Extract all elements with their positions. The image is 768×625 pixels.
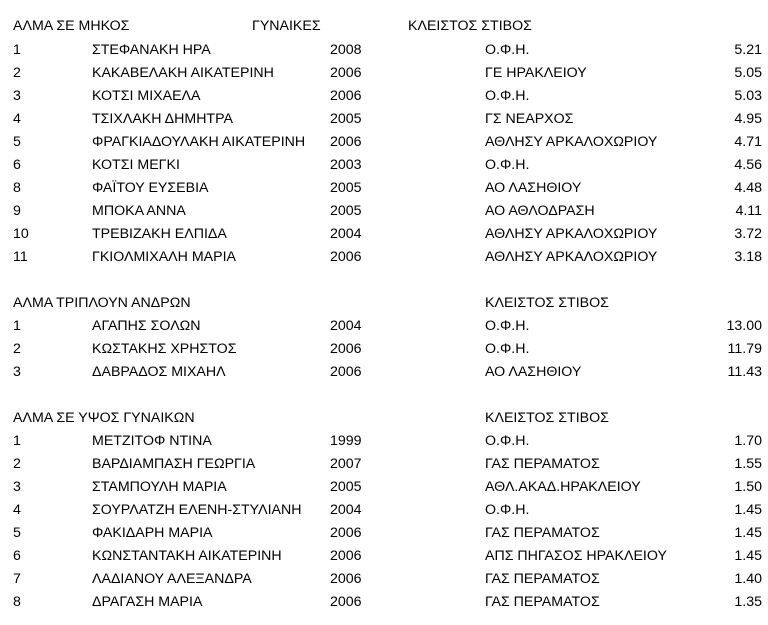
club: ΑΟ ΛΑΣΗΘΙΟΥ: [485, 180, 582, 196]
athlete-name: ΔΑΒΡΑΔΟΣ ΜΙΧΑΗΛ: [92, 364, 226, 380]
rank: 2: [13, 65, 21, 81]
club: ΑΠΣ ΠΗΓΑΣΟΣ ΗΡΑΚΛΕΙΟΥ: [485, 548, 667, 564]
mark: 5.21: [734, 42, 762, 58]
mark: 1.45: [734, 548, 762, 564]
result-row: [0, 86, 768, 106]
club: Ο.Φ.Η.: [485, 502, 530, 518]
triple-jump-header: [0, 293, 768, 313]
mark: 11.79: [727, 341, 762, 357]
result-row: [0, 477, 768, 497]
triple-jump-title: ΑΛΜΑ ΤΡΙΠΛΟΥΝ ΑΝΔΡΩΝ: [13, 295, 191, 311]
rank: 10: [13, 226, 29, 242]
mark: 4.71: [734, 134, 762, 150]
result-row: [0, 63, 768, 83]
result-row: [0, 40, 768, 60]
club: ΓΕ ΗΡΑΚΛΕΙΟΥ: [485, 65, 587, 81]
athlete-name: ΜΕΤΖΙΤΟΦ ΝΤΙΝΑ: [92, 433, 212, 449]
rank: 6: [13, 548, 21, 564]
athlete-name: ΑΓΑΠΗΣ ΣΟΛΩΝ: [92, 318, 201, 334]
mark: 1.35: [734, 594, 762, 610]
athlete-name: ΚΩΣΤΑΚΗΣ ΧΡΗΣΤΟΣ: [92, 341, 237, 357]
result-row: [0, 178, 768, 198]
club: ΓΑΣ ΠΕΡΑΜΑΤΟΣ: [485, 594, 600, 610]
result-row: [0, 569, 768, 589]
club: Ο.Φ.Η.: [485, 341, 530, 357]
result-row: [0, 339, 768, 359]
mark: 5.05: [734, 65, 762, 81]
birth-year: 2004: [330, 318, 362, 334]
athlete-name: ΚΟΤΣΙ ΜΙΧΑΕΛΑ: [92, 88, 201, 104]
birth-year: 2006: [330, 364, 362, 380]
athlete-name: ΤΣΙΧΛΑΚΗ ΔΗΜΗΤΡΑ: [92, 111, 233, 127]
mark: 4.56: [734, 157, 762, 173]
long-jump-header: [0, 16, 768, 36]
athlete-name: ΣΟΥΡΛΑΤΖΗ ΕΛΕΝΗ-ΣΤΥΛΙΑΝΗ: [92, 502, 302, 518]
mark: 1.45: [734, 525, 762, 541]
club: ΑΘΛΗΣΥ ΑΡΚΑΛΟΧΩΡΙΟΥ: [485, 249, 658, 265]
athlete-name: ΓΚΙΟΛΜΙΧΑΛΗ ΜΑΡΙΑ: [92, 249, 236, 265]
birth-year: 2004: [330, 226, 362, 242]
result-row: [0, 362, 768, 382]
result-row: [0, 316, 768, 336]
mark: 13.00: [726, 318, 762, 334]
birth-year: 2006: [330, 525, 362, 541]
club: ΑΟ ΑΘΛΟΔΡΑΣΗ: [485, 203, 595, 219]
result-row: [0, 247, 768, 267]
birth-year: 2006: [330, 249, 362, 265]
club: Ο.Φ.Η.: [485, 157, 530, 173]
high-jump-header: [0, 408, 768, 428]
rank: 1: [13, 42, 21, 58]
mark: 3.72: [734, 226, 762, 242]
rank: 11: [13, 249, 28, 265]
rank: 9: [13, 203, 21, 219]
triple-jump-venue: ΚΛΕΙΣΤΟΣ ΣΤΙΒΟΣ: [485, 295, 609, 311]
result-row: [0, 546, 768, 566]
club: Ο.Φ.Η.: [485, 42, 530, 58]
rank: 4: [13, 111, 21, 127]
athlete-name: ΛΑΔΙΑΝΟΥ ΑΛΕΞΑΝΔΡΑ: [92, 571, 252, 587]
rank: 6: [13, 157, 21, 173]
rank: 3: [13, 364, 21, 380]
mark: 1.40: [734, 571, 762, 587]
result-row: [0, 592, 768, 612]
high-jump-title: ΑΛΜΑ ΣΕ ΥΨΟΣ ΓΥΝΑΙΚΩΝ: [13, 410, 195, 426]
birth-year: 2005: [330, 203, 362, 219]
athlete-name: ΚΑΚΑΒΕΛΑΚΗ ΑΙΚΑΤΕΡΙΝΗ: [92, 65, 274, 81]
result-row: [0, 201, 768, 221]
club: ΑΟ ΛΑΣΗΘΙΟΥ: [485, 364, 582, 380]
birth-year: 2006: [330, 341, 362, 357]
club: ΑΘΛΗΣΥ ΑΡΚΑΛΟΧΩΡΙΟΥ: [485, 134, 658, 150]
mark: 4.11: [735, 203, 762, 219]
club: ΑΘΛ.ΑΚΑΔ.ΗΡΑΚΛΕΙΟΥ: [485, 479, 641, 495]
athlete-name: ΜΠΟΚΑ ΑΝΝΑ: [92, 203, 186, 219]
long-jump-title: ΑΛΜΑ ΣΕ ΜΗΚΟΣ: [13, 18, 130, 34]
result-row: [0, 454, 768, 474]
mark: 11.43: [727, 364, 762, 380]
result-row: [0, 523, 768, 543]
mark: 4.48: [734, 180, 762, 196]
rank: 2: [13, 456, 21, 472]
rank: 3: [13, 479, 21, 495]
mark: 5.03: [734, 88, 762, 104]
athlete-name: ΣΤΕΦΑΝΑΚΗ ΗΡΑ: [92, 42, 211, 58]
rank: 8: [13, 594, 21, 610]
result-row: [0, 109, 768, 129]
athlete-name: ΔΡΑΓΑΣΗ ΜΑΡΙΑ: [92, 594, 203, 610]
rank: 5: [13, 525, 21, 541]
birth-year: 2006: [330, 594, 362, 610]
birth-year: 2006: [330, 134, 362, 150]
birth-year: 2005: [330, 479, 362, 495]
athlete-name: ΦΑΪΤΟΥ ΕΥΣΕΒΙΑ: [92, 180, 209, 196]
high-jump-venue: ΚΛΕΙΣΤΟΣ ΣΤΙΒΟΣ: [485, 410, 609, 426]
result-row: [0, 431, 768, 451]
birth-year: 2007: [330, 456, 362, 472]
long-jump-category: ΓΥΝΑΙΚΕΣ: [252, 18, 321, 34]
mark: 4.95: [734, 111, 762, 127]
birth-year: 2003: [330, 157, 362, 173]
club: ΓΑΣ ΠΕΡΑΜΑΤΟΣ: [485, 525, 600, 541]
rank: 3: [13, 88, 21, 104]
club: ΓΑΣ ΠΕΡΑΜΑΤΟΣ: [485, 456, 600, 472]
athlete-name: ΤΡΕΒΙΖΑΚΗ ΕΛΠΙΔΑ: [92, 226, 227, 242]
athlete-name: ΦΡΑΓΚΙΑΔΟΥΛΑΚΗ ΑΙΚΑΤΕΡΙΝΗ: [92, 134, 306, 150]
result-row: [0, 155, 768, 175]
rank: 8: [13, 180, 21, 196]
birth-year: 2006: [330, 548, 362, 564]
long-jump-venue: ΚΛΕΙΣΤΟΣ ΣΤΙΒΟΣ: [408, 18, 532, 34]
rank: 2: [13, 341, 21, 357]
athlete-name: ΒΑΡΔΙΑΜΠΑΣΗ ΓΕΩΡΓΙΑ: [92, 456, 256, 472]
club: ΑΘΛΗΣΥ ΑΡΚΑΛΟΧΩΡΙΟΥ: [485, 226, 658, 242]
athlete-name: ΚΟΤΣΙ ΜΕΓΚΙ: [92, 157, 180, 173]
birth-year: 2004: [330, 502, 362, 518]
athlete-name: ΦΑΚΙΔΑΡΗ ΜΑΡΙΑ: [92, 525, 213, 541]
rank: 4: [13, 502, 21, 518]
result-row: [0, 500, 768, 520]
mark: 1.55: [734, 456, 762, 472]
birth-year: 2006: [330, 571, 362, 587]
club: Ο.Φ.Η.: [485, 318, 530, 334]
mark: 1.50: [734, 479, 762, 495]
birth-year: 2005: [330, 180, 362, 196]
club: ΓΣ ΝΕΑΡΧΟΣ: [485, 111, 574, 127]
mark: 1.45: [734, 502, 762, 518]
result-row: [0, 224, 768, 244]
athlete-name: ΚΩΝΣΤΑΝΤΑΚΗ ΑΙΚΑΤΕΡΙΝΗ: [92, 548, 282, 564]
mark: 3.18: [734, 249, 762, 265]
rank: 1: [13, 433, 21, 449]
birth-year: 2006: [330, 65, 362, 81]
rank: 7: [13, 571, 21, 587]
athlete-name: ΣΤΑΜΠΟΥΛΗ ΜΑΡΙΑ: [92, 479, 227, 495]
birth-year: 1999: [330, 433, 362, 449]
club: ΓΑΣ ΠΕΡΑΜΑΤΟΣ: [485, 571, 600, 587]
birth-year: 2006: [330, 88, 362, 104]
rank: 5: [13, 134, 21, 150]
birth-year: 2005: [330, 111, 362, 127]
mark: 1.70: [734, 433, 762, 449]
rank: 1: [13, 318, 21, 334]
club: Ο.Φ.Η.: [485, 433, 530, 449]
result-row: [0, 132, 768, 152]
club: Ο.Φ.Η.: [485, 88, 530, 104]
birth-year: 2008: [330, 42, 362, 58]
